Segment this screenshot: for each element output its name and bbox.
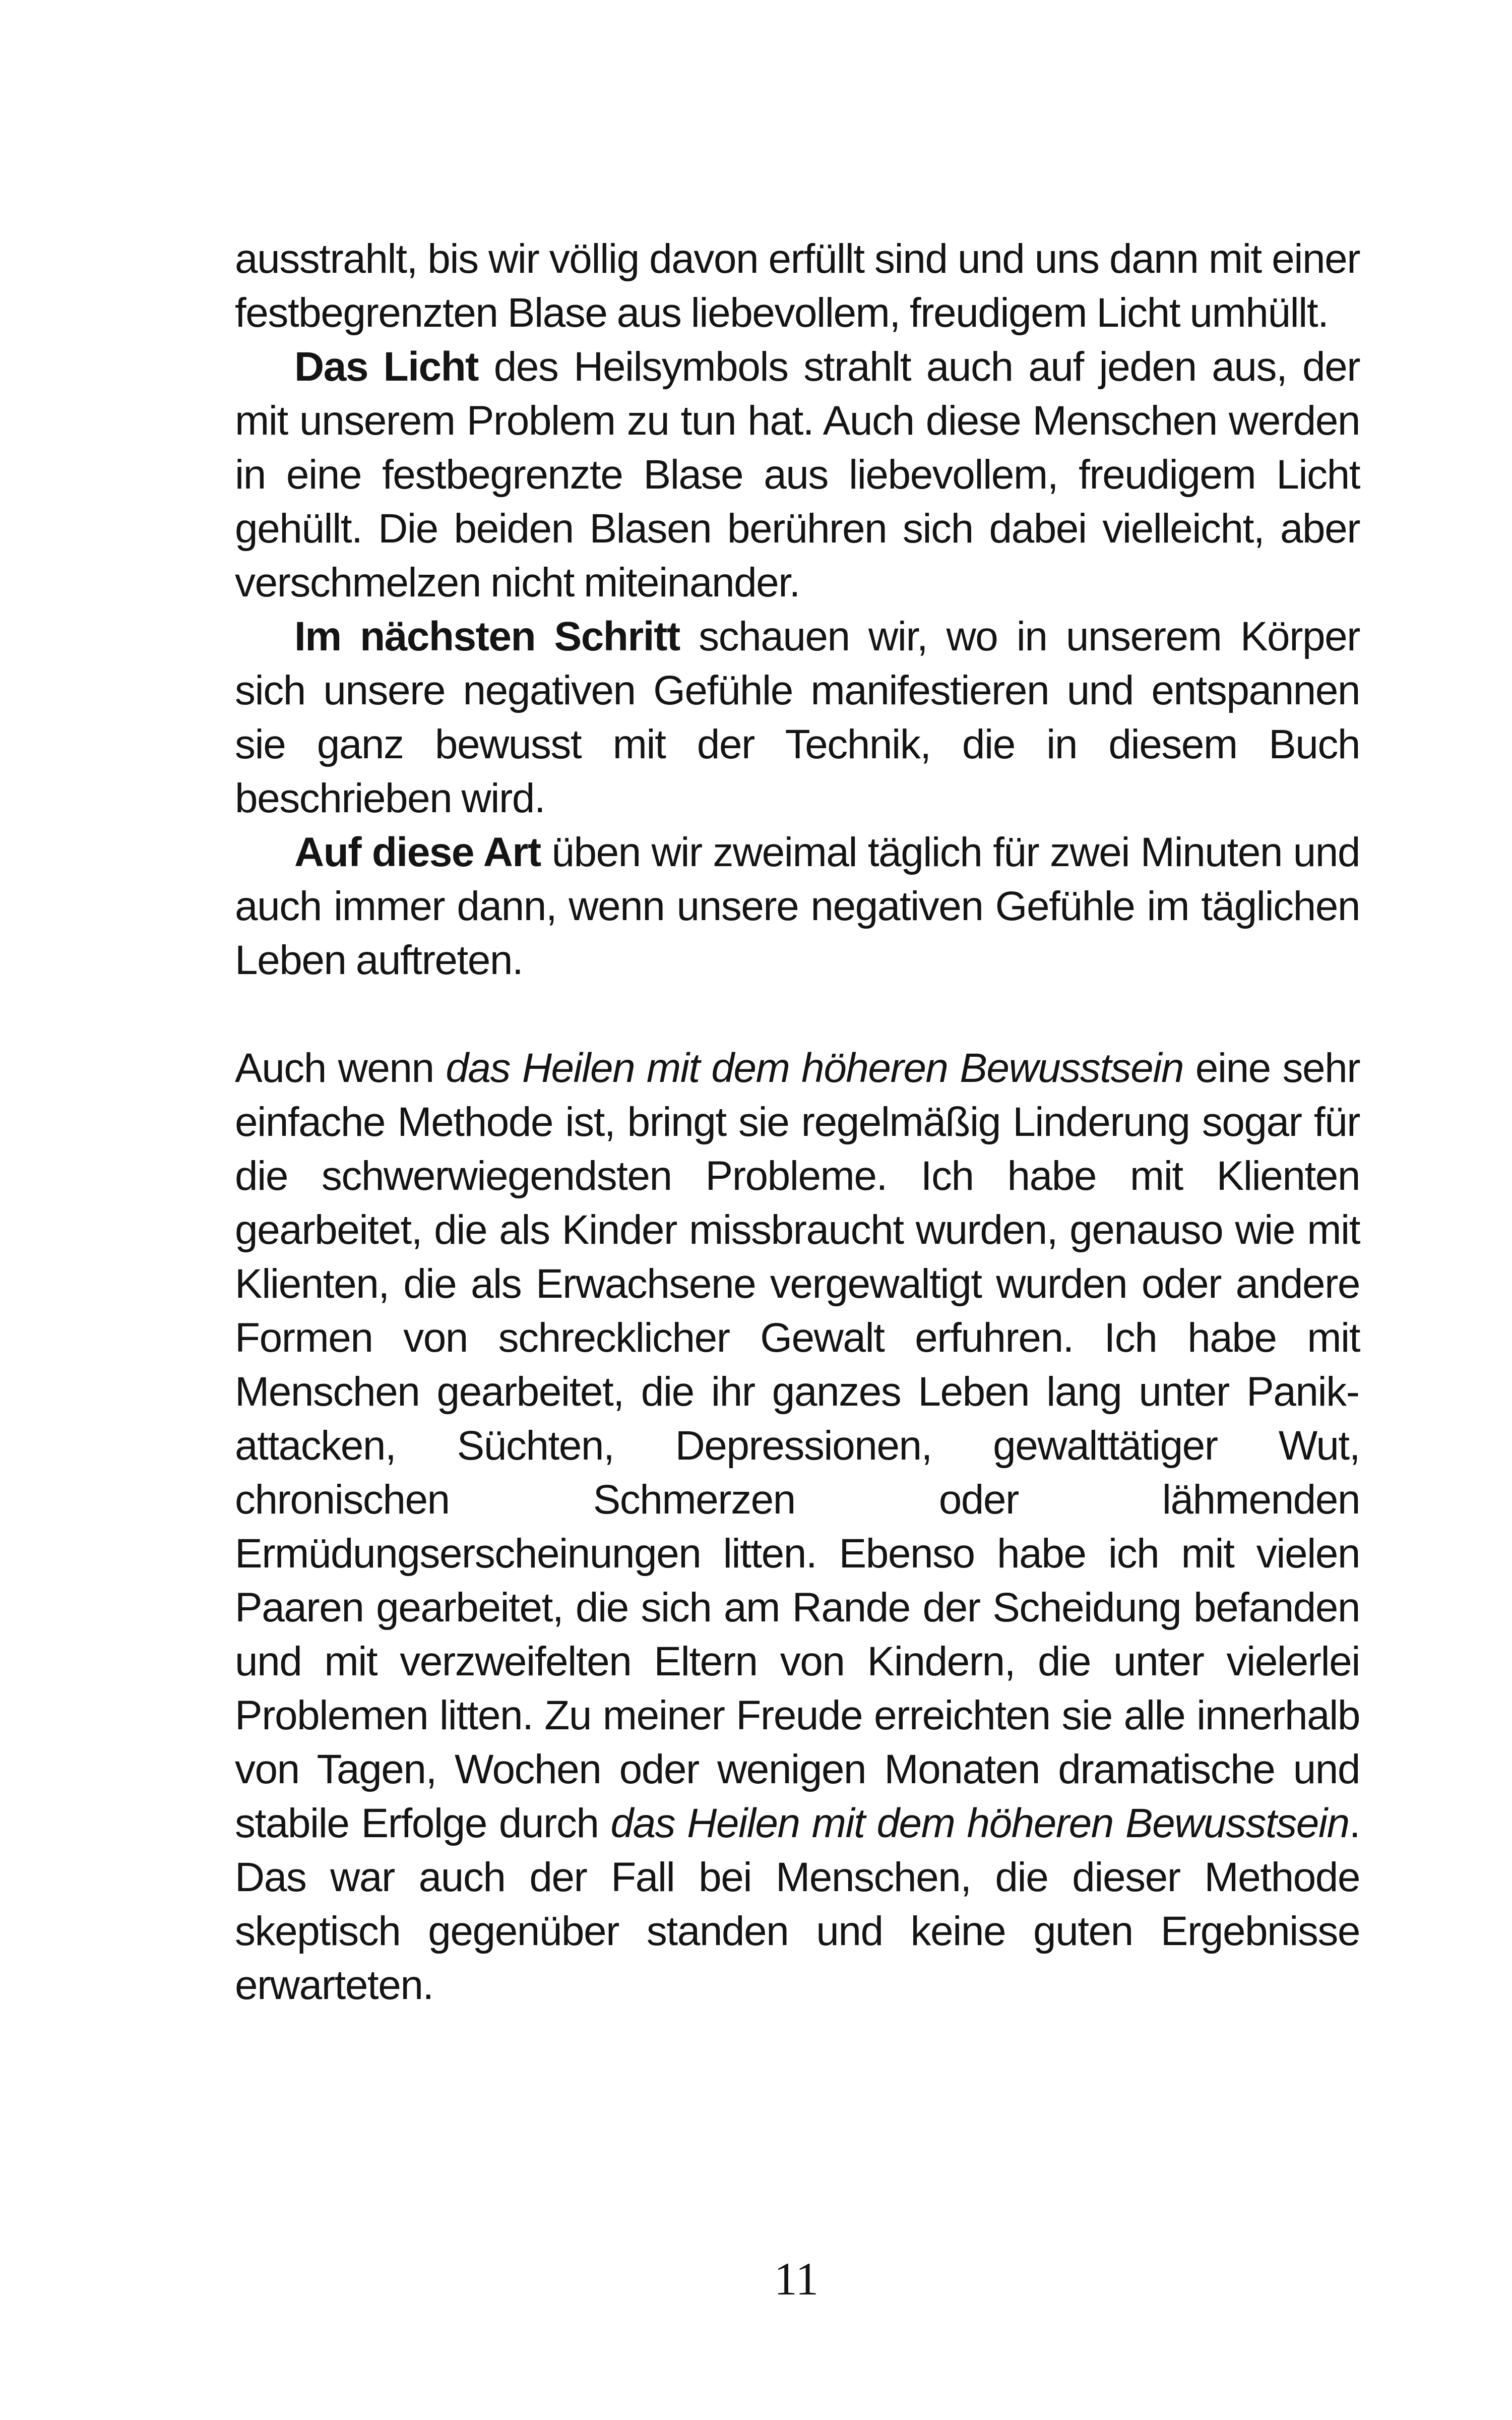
paragraph-1 [235, 232, 1360, 340]
page-number: 11 [774, 2253, 819, 2305]
paragraph-5-text-c: . Das war auch der Fall bei Menschen, die dieser Methode skeptisch gegenüber standen und keine guten Ergebnisse erwarteten. [235, 1800, 1360, 2008]
paragraph-2-lead: Das Licht [294, 344, 478, 390]
paragraph-4 [235, 825, 1360, 987]
paragraph-1-text: ausstrahlt, bis wir völlig davon erfüllt sind und uns dann mit einer festbegrenzten Blase aus liebevollem, freudigem Licht umhüllt. [235, 236, 1360, 336]
paragraph-4-lead: Auf diese Art [294, 829, 541, 875]
body-text [235, 232, 1360, 2012]
paragraph-5 [235, 1041, 1360, 2012]
paragraph-2-text: des Heilsymbols strahlt auch auf jeden aus, der mit unserem Problem zu tun hat. Auch diese Menschen werden in eine festbegrenzte Blase aus liebevollem, freudigem Licht gehüllt. Die beiden Blasen berühren sich dabei vielleicht, aber verschmelzen nicht miteinander. [235, 344, 1360, 606]
paragraph-3 [235, 610, 1360, 825]
paragraph-5-text-a: Auch wenn [235, 1045, 446, 1091]
paragraph-3-lead: Im nächsten Schritt [294, 614, 680, 659]
paragraph-5-italic-1: das Heilen mit dem höheren Bewusstsein [446, 1045, 1184, 1091]
paragraph-5-italic-2: das Heilen mit dem höheren Bewusstsein [610, 1800, 1349, 1846]
paragraph-4-text: üben wir zweimal täglich für zwei Minuten und auch immer dann, wenn unsere negativen Gefühle im täglichen Leben auftreten. [235, 829, 1360, 983]
paragraph-5-text-b: eine sehr einfache Methode ist, bringt sie regelmäßig Linderung sogar für die schwerwiegendsten Probleme. Ich habe mit Klienten gearbeitet, die als Kinder missbraucht wurden, genauso wie mit Klienten, die als Erwachsene vergewaltigt wurden oder andere Formen von schrecklicher Gewalt erfuhren. Ich habe mit Menschen gearbeitet, die ihr ganzes Leben lang unter Panikattacken, Süchten, Depressionen, gewalttätiger Wut, chronischen Schmerzen oder lähmenden Ermüdungserscheinungen litten. Ebenso habe ich mit vielen Paaren gearbeitet, die sich am Rande der Scheidung befanden und mit verzweifelten Eltern von Kindern, die unter vielerlei Problemen litten. Zu meiner Freude erreichten sie alle innerhalb von Tagen, Wochen oder wenigen Monaten dramatische und stabile Erfolge durch [235, 1045, 1360, 1846]
paragraph-2 [235, 340, 1360, 610]
paragraph-3-text: schauen wir, wo in unserem Körper sich unsere negativen Gefühle manifestieren und entspannen sie ganz bewusst mit der Technik, die in diesem Buch beschrieben wird. [235, 614, 1360, 821]
